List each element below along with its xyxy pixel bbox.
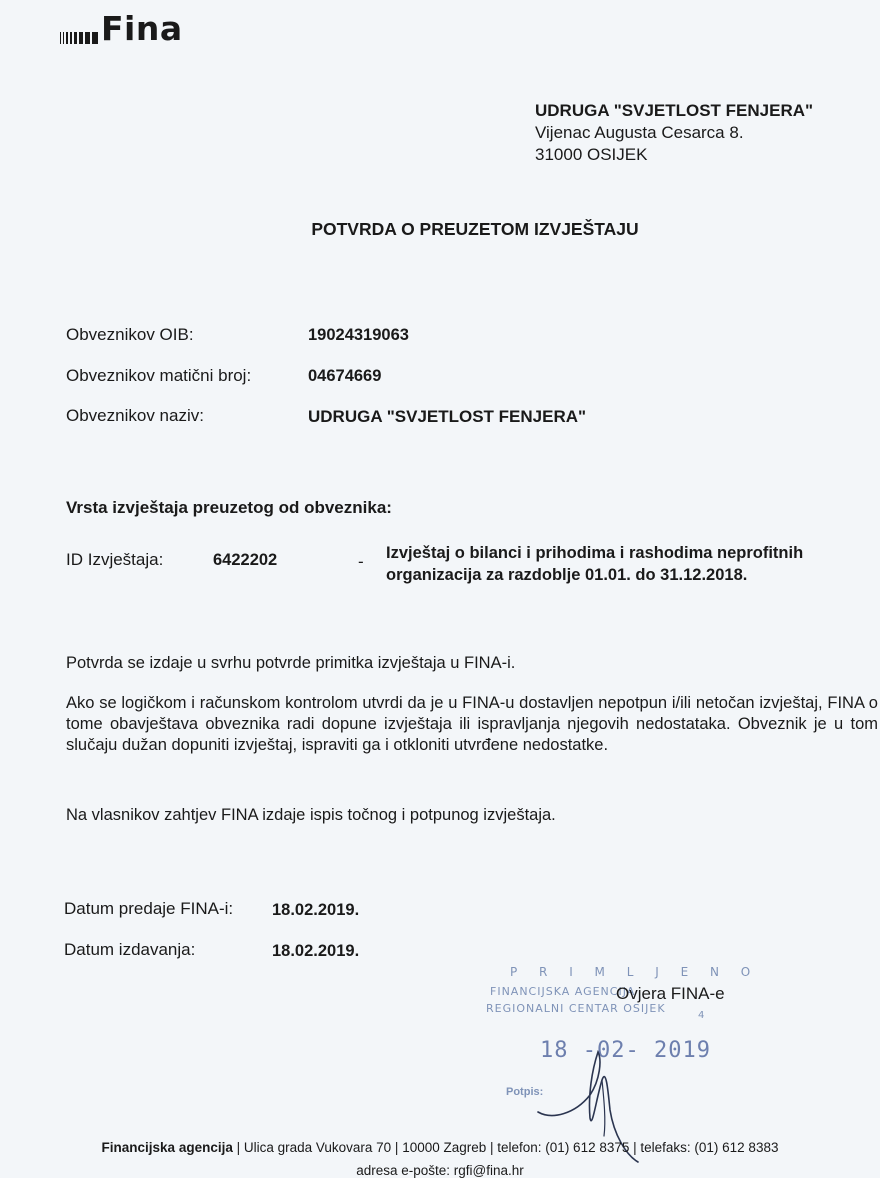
stamp-date: 18 -02- 2019 — [540, 1038, 711, 1063]
paragraph-owner-request: Na vlasnikov zahtjev FINA izdaje ispis točnog i potpunog izvještaja. — [66, 806, 556, 824]
name-label: Obveznikov naziv: — [66, 406, 204, 425]
footer-email: adresa e-pošte: rgfi@fina.hr — [356, 1163, 524, 1178]
recipient-street: Vijenac Augusta Cesarca 8. — [535, 123, 744, 142]
recipient-name: UDRUGA "SVJETLOST FENJERA" — [535, 101, 814, 120]
report-id-value: 6422202 — [213, 551, 278, 569]
fina-logo — [60, 9, 183, 48]
footer-org: Financijska agencija — [101, 1140, 233, 1155]
stamp-agency: FINANCIJSKA AGENCIJA — [490, 985, 636, 998]
mb-label: Obveznikov matični broj: — [66, 366, 252, 385]
issue-date-label: Datum izdavanja: — [64, 940, 196, 959]
document-title: POTVRDA O PREUZETOM IZVJEŠTAJU — [311, 219, 639, 239]
stamp-received: P R I M L J E N O — [510, 965, 760, 979]
certification-label: Ovjera FINA-e — [616, 984, 725, 1003]
issue-date-value: 18.02.2019. — [272, 942, 360, 960]
report-dash: - — [358, 552, 364, 571]
recipient-city: 31000 OSIJEK — [535, 145, 648, 164]
footer-details: | Ulica grada Vukovara 70 | 10000 Zagreb | telefon: (01) 612 8375 | telefaks: (01) 612 8383 — [232, 1140, 779, 1155]
footer-line — [0, 1140, 880, 1155]
stamp-signature-label: Potpis: — [506, 1086, 544, 1098]
stamp-number: 4 — [698, 1010, 706, 1021]
report-description — [386, 542, 803, 586]
submit-date-label: Datum predaje FINA-i: — [64, 899, 234, 918]
oib-value: 19024319063 — [308, 326, 409, 344]
oib-label: Obveznikov OIB: — [66, 325, 194, 344]
name-value: UDRUGA "SVJETLOST FENJERA" — [308, 407, 587, 426]
report-description-line2: organizacija za razdoblje 01.01. do 31.12.2018. — [386, 566, 748, 584]
recipient-address — [535, 100, 813, 166]
paragraph-purpose: Potvrda se izdaje u svrhu potvrde primitka izvještaja u FINA-i. — [66, 654, 516, 672]
logo-bars-icon — [60, 24, 98, 44]
mb-value: 04674669 — [308, 367, 382, 385]
logo-text: Fina — [101, 9, 183, 48]
report-description-line1: Izvještaj o bilanci i prihodima i rashodima neprofitnih — [386, 544, 804, 562]
submit-date-value: 18.02.2019. — [272, 901, 360, 919]
stamp-center: REGIONALNI CENTAR OSIJEK — [486, 1002, 666, 1015]
report-id-label: ID Izvještaja: — [66, 550, 164, 569]
paragraph-control: Ako se logičkom i računskom kontrolom utvrdi da je u FINA-u dostavljen nepotpun i/ili netočan izvještaj, FINA o tome obavještava obveznika radi dopune izvještaja ili ispravljanja njegovih nedostataka. Obveznik je u tom slučaju dužan dopuniti izvještaj, ispraviti ga i otkloniti utvrđene nedostatke. — [66, 694, 878, 754]
report-heading: Vrsta izvještaja preuzetog od obveznika: — [66, 498, 392, 517]
